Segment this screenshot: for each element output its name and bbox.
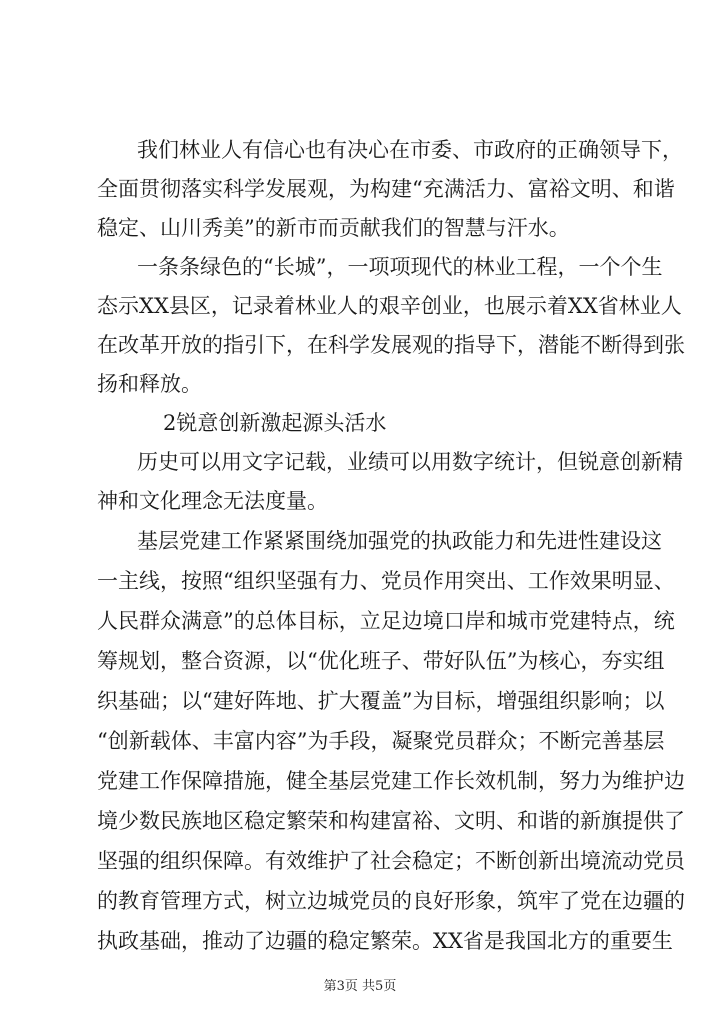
text-line: 筹规划，整合资源，以“优化班子、带好队伍”为核心，夯实组 (97, 649, 665, 673)
text-line: 神和文化理念无法度量。 (97, 489, 328, 513)
text-line: 在改革开放的指引下，在科学发展观的指导下，潜能不断得到张 (97, 333, 685, 357)
text-line: 扬和释放。 (97, 372, 202, 396)
text-line: 稳定、山川秀美”的新市而贡献我们的智慧与汗水。 (97, 216, 570, 240)
text-line: 的教育管理方式，树立边城党员的良好形象，筑牢了党在边疆的 (97, 889, 685, 913)
text-line: 我们林业人有信心也有决心在市委、市政府的正确领导下， (137, 138, 683, 162)
text-line: 一主线，按照“组织坚强有力、党员作用突出、工作效果明显、 (97, 569, 675, 593)
text-line: 人民群众满意”的总体目标，立足边境口岸和城市党建特点，统 (97, 609, 675, 633)
text-line: 执政基础，推动了边疆的稳定繁荣。XX省是我国北方的重要生 (97, 929, 673, 953)
text-line: 一条条绿色的“长城”，一项项现代的林业工程，一个个生 (137, 255, 663, 279)
text-line: 党建工作保障措施，健全基层党建工作长效机制，努力为维护边 (97, 769, 685, 793)
text-line: 境少数民族地区稳定繁荣和构建富裕、文明、和谐的新旗提供了 (97, 809, 685, 833)
text-line: 全面贯彻落实科学发展观，为构建“充满活力、富裕文明、和谐 (97, 177, 675, 201)
text-line: 态示XX县区，记录着林业人的艰辛创业，也展示着XX省林业人 (97, 294, 682, 318)
text-line: “创新载体、丰富内容”为手段，凝聚党员群众；不断完善基层 (97, 729, 665, 753)
text-line: 历史可以用文字记载，业绩可以用数字统计，但锐意创新精 (137, 450, 683, 474)
text-line: 基层党建工作紧紧围绕加强党的执政能力和先进性建设这 (137, 529, 662, 553)
page-number-footer: 第3页 共5页 (323, 979, 397, 994)
text-line: 织基础；以“建好阵地、扩大覆盖”为目标，增强组织影响；以 (97, 689, 665, 713)
section-heading: 2锐意创新激起源头活水 (163, 411, 387, 435)
text-line: 坚强的组织保障。有效维护了社会稳定；不断创新出境流动党员 (97, 849, 685, 873)
